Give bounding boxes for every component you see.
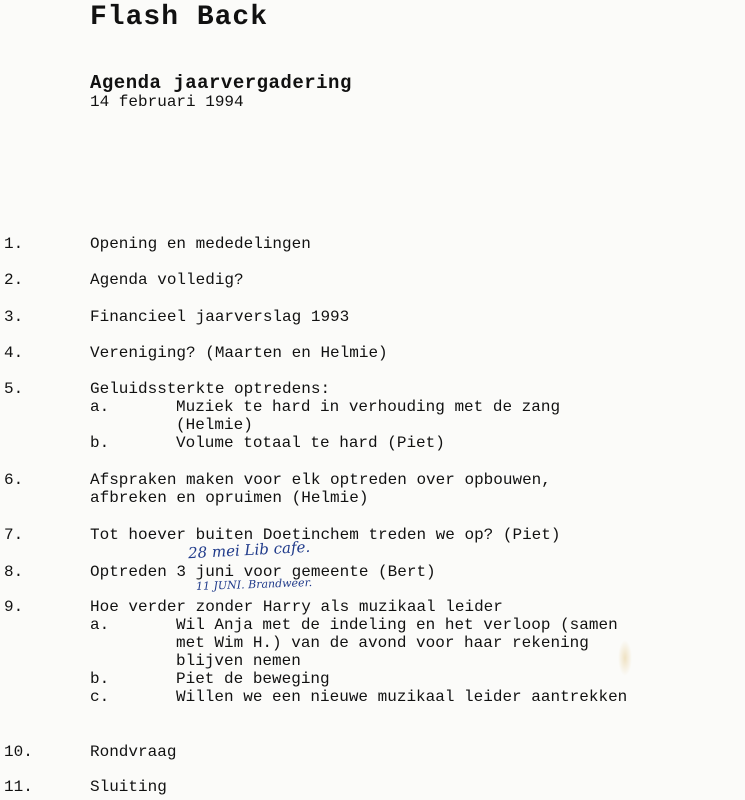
paper-stain — [618, 640, 632, 676]
item-text: Sluiting — [90, 778, 167, 796]
sub-item-text: met Wim H.) van de avond voor haar rekening — [176, 634, 589, 652]
item-text: Opening en mededelingen — [90, 235, 311, 253]
item-text: Optreden 3 juni voor gemeente (Bert) — [90, 563, 436, 581]
item-text: Agenda volledig? — [90, 271, 244, 289]
item-text: Rondvraag — [90, 743, 177, 761]
sub-item-text: (Helmie) — [176, 416, 253, 434]
item-number: 2. — [4, 271, 24, 289]
item-number: 11. — [4, 778, 33, 796]
item-text: Afspraken maken voor elk optreden over opbouwen, — [90, 471, 551, 489]
sub-item-text: Piet de beweging — [176, 670, 330, 688]
item-number: 7. — [4, 526, 24, 544]
item-number: 3. — [4, 308, 24, 326]
meeting-date: 14 februari 1994 — [90, 93, 244, 111]
handwritten-note: 28 mei Lib cafe. — [187, 537, 311, 563]
item-text: Geluidssterkte optredens: — [90, 380, 331, 398]
item-number: 9. — [4, 598, 24, 616]
agenda-heading: Agenda jaarvergadering — [90, 72, 352, 94]
sub-item-letter: b. — [90, 670, 110, 688]
item-number: 1. — [4, 235, 24, 253]
item-text: Financieel jaarverslag 1993 — [90, 308, 350, 326]
sub-item-text: Muziek te hard in verhouding met de zang — [176, 398, 561, 416]
item-text: Tot hoever buiten Doetinchem treden we op? (Piet) — [90, 526, 561, 544]
sub-item-text: Wil Anja met de indeling en het verloop (samen — [176, 616, 618, 634]
item-number: 5. — [4, 380, 24, 398]
item-text: Hoe verder zonder Harry als muzikaal leider — [90, 598, 503, 616]
item-number: 8. — [4, 563, 24, 581]
handwritten-note: 11 JUNI. Brandweer. — [195, 575, 313, 594]
item-text: afbreken en opruimen (Helmie) — [90, 489, 369, 507]
item-number: 10. — [4, 743, 33, 761]
sub-item-text: blijven nemen — [176, 652, 301, 670]
item-number: 6. — [4, 471, 24, 489]
sub-item-letter: b. — [90, 434, 110, 452]
document-title: Flash Back — [90, 2, 269, 33]
sub-item-letter: a. — [90, 398, 110, 416]
item-number: 4. — [4, 344, 24, 362]
sub-item-text: Willen we een nieuwe muzikaal leider aantrekken — [176, 688, 628, 706]
sub-item-letter: a. — [90, 616, 110, 634]
sub-item-letter: c. — [90, 688, 110, 706]
sub-item-text: Volume totaal te hard (Piet) — [176, 434, 445, 452]
item-text: Vereniging? (Maarten en Helmie) — [90, 344, 388, 362]
